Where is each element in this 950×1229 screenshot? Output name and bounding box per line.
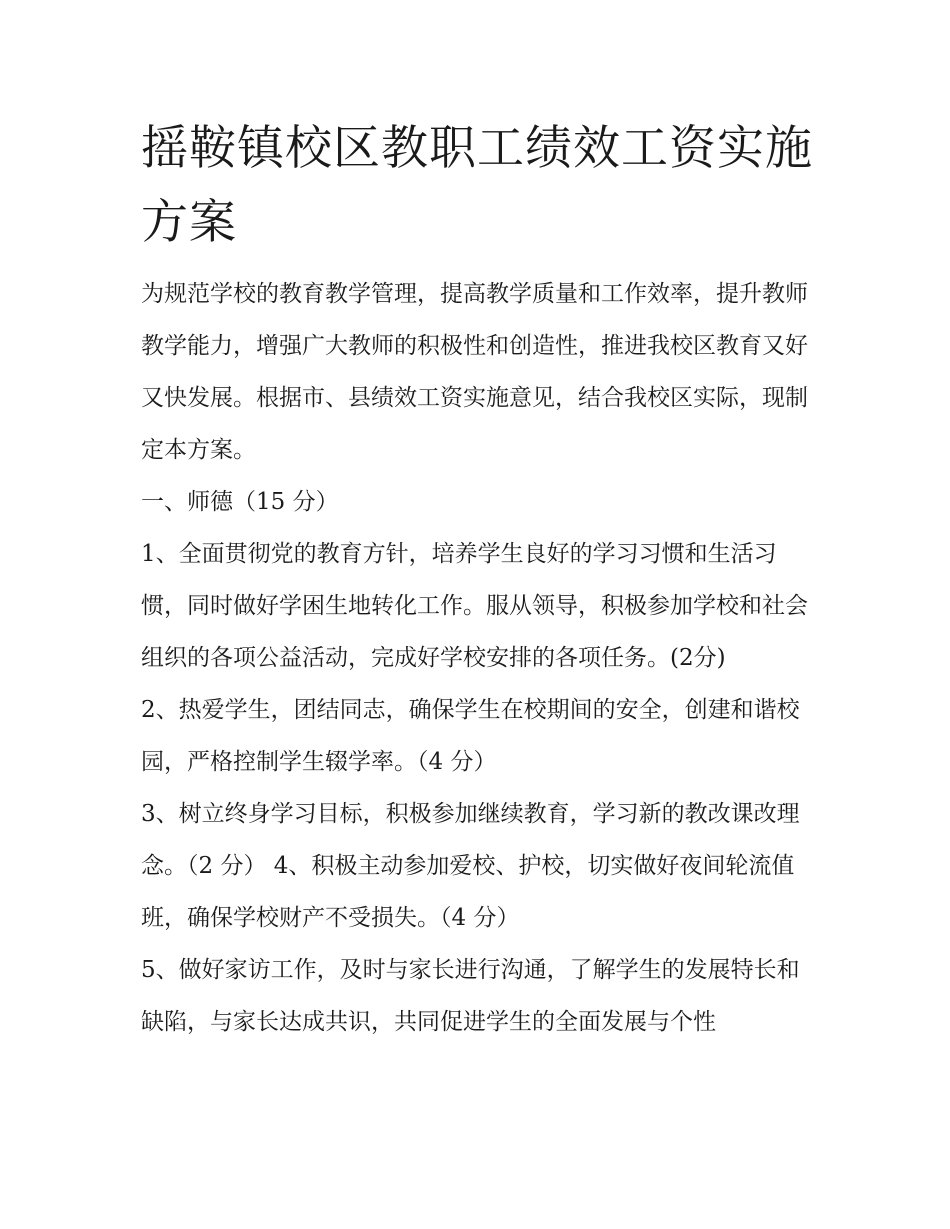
document-page <box>141 112 816 1048</box>
section-heading-teacher-ethics: 一、师德（15 分） <box>141 489 339 515</box>
item-1-paragraph: 1、全面贯彻党的教育方针，培养学生良好的学习习惯和生活习惯，同时做好学困生地转化工作。服从领导，积极参加学校和社会组织的各项公益活动，完成好学校安排的各项任务。(2分) <box>141 541 808 671</box>
intro-paragraph: 为规范学校的教育教学管理，提高教学质量和工作效率，提升教师教学能力，增强广大教师的积极性和创造性，推进我校区教育又好又快发展。根据市、县绩效工资实施意见，结合我校区实际，现制定本方案。 <box>141 281 808 463</box>
item-5-paragraph: 5、做好家访工作，及时与家长进行沟通，了解学生的发展特长和缺陷，与家长达成共识，共同促进学生的全面发展与个性 <box>141 957 800 1035</box>
document-title: 摇鞍镇校区教职工绩效工资实施方案 <box>141 121 813 250</box>
item-3-4-paragraph: 3、树立终身学习目标，积极参加继续教育，学习新的教改课改理念。（2 分） 4、积极主动参加爱校、护校，切实做好夜间轮流值班，确保学校财产不受损失。（4 分） <box>141 801 800 931</box>
item-2-paragraph: 2、热爱学生，团结同志，确保学生在校期间的安全，创建和谐校园，严格控制学生辍学率。（4 分） <box>141 697 800 775</box>
